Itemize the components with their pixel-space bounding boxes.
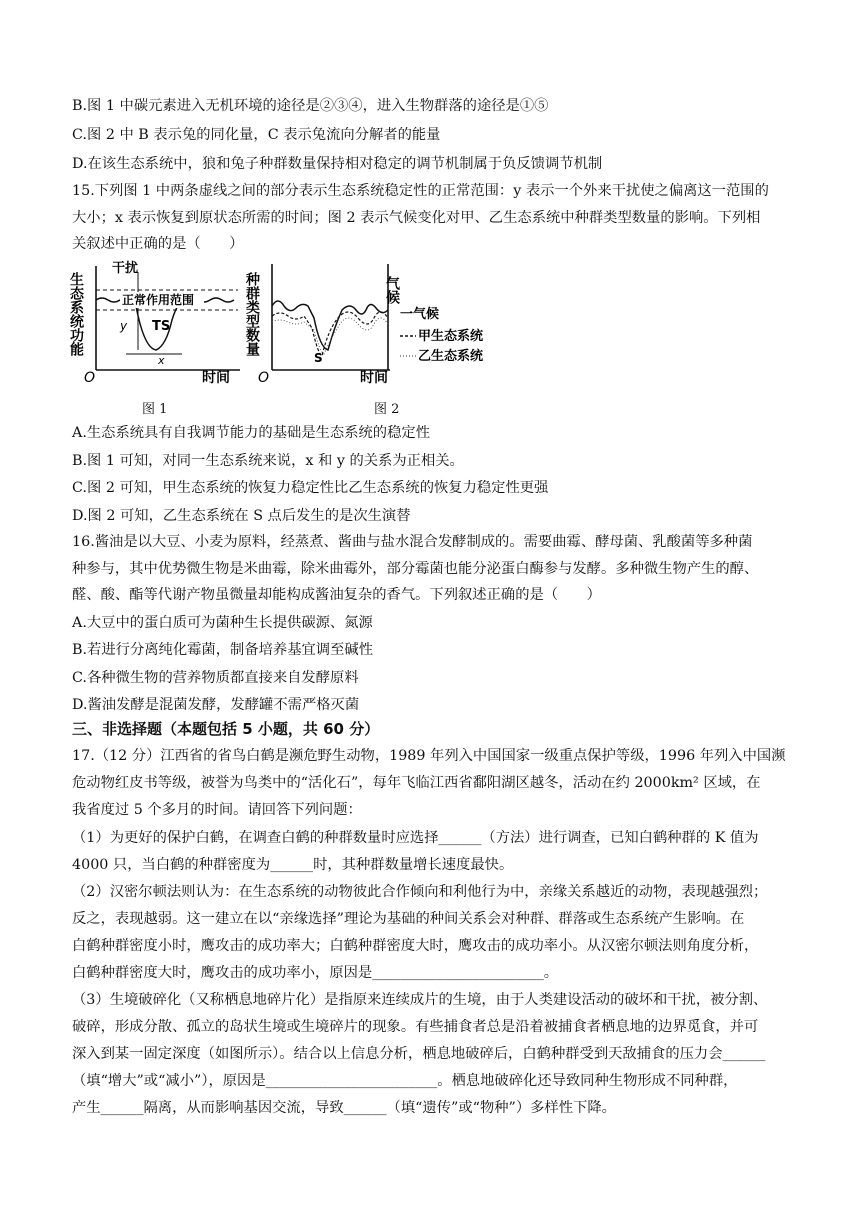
question-16-stem-3: 醛、酸、酯等代谢产物虽微量却能构成酱油复杂的香气。下列叙述正确的是（ ） xyxy=(72,587,601,603)
figure-1-xlabel: 时间 xyxy=(202,370,230,386)
question-17-part-1-line-2: 4000 只，当白鹤的种群密度为______时，其种群数量增长速度最快。 xyxy=(72,857,514,873)
question-17-part-2-line-2: 反之，表现越弱。这一建立在以“亲缘选择”理论为基础的种间关系会对种群、群落或生态系统产生影响。在 xyxy=(72,911,745,927)
option-b-q15: B.图 1 可知，对同一生态系统来说，x 和 y 的关系为正相关。 xyxy=(72,453,464,469)
option-c-q14: C.图 2 中 B 表示兔的同化量，C 表示兔流向分解者的能量 xyxy=(72,127,441,143)
figure-2-origin: O xyxy=(258,370,270,386)
option-d-q15: D.图 2 可知，乙生态系统在 S 点后发生的是次生演替 xyxy=(72,508,411,524)
question-17-stem-2: 危动物红皮书等级，被誉为鸟类中的“活化石”，每年飞临江西省鄱阳湖区越冬，活动在约 2000km² 区域，在 xyxy=(72,775,761,791)
option-b-q16: B.若进行分离纯化霉菌，制备培养基宜调至碱性 xyxy=(72,642,373,658)
option-b-q14: B.图 1 中碳元素进入无机环境的途径是②③④，进入生物群落的途径是①⑤ xyxy=(72,98,549,114)
question-17-stem-3: 我省度过 5 个多月的时间。请回答下列问题： xyxy=(72,802,362,818)
question-17-part-2-line-4: 白鹤种群密度大时，鹰攻击的成功率小，原因是________________________。 xyxy=(72,965,559,981)
question-17-part-3-line-3: 深入到某一固定深度（如图所示）。结合以上信息分析，栖息地破碎后，白鹤种群受到天敌捕食的压力会______ xyxy=(72,1046,766,1062)
question-15-stem-2: 大小；x 表示恢复到原状态所需的时间；图 2 表示气候变化对甲、乙生态系统中种群类型数量的影响。下列相 xyxy=(72,210,761,226)
question-15-stem-1: 15.下列图 1 中两条虚线之间的部分表示生态系统稳定性的正常范围：y 表示一个外来干扰使之偏离这一范围的 xyxy=(72,183,769,199)
figure-1-band-label: 正常作用范围 xyxy=(122,293,195,307)
figure-1-x-label: x xyxy=(158,354,165,367)
figure-1-ts-label: TS xyxy=(152,319,171,334)
figure-2-xlabel: 时间 xyxy=(360,370,388,386)
figure-2-legend-yi: 乙生态系统 xyxy=(418,349,484,364)
option-a-q15: A.生态系统具有自我调节能力的基础是生态系统的稳定性 xyxy=(72,425,430,441)
question-15-stem-3: 关叙述中正确的是（ ） xyxy=(72,236,244,252)
figure-2-legend-jia: 甲生态系统 xyxy=(418,329,484,344)
question-17-part-3-line-2: 破碎，形成分散、孤立的岛状生境或生境碎片的现象。有些捕食者总是沿着被捕食者栖息地的边界觅食，并可 xyxy=(72,1019,759,1035)
figure-1-origin: O xyxy=(84,370,96,386)
figure-2-diagram xyxy=(244,258,510,386)
question-17-part-3-line-5: 产生______隔离，从而影响基因交流，导致______（填“遗传”或“物种”）多样性下降。 xyxy=(72,1100,616,1116)
figure-2-climate-axis-label: 气候 xyxy=(384,276,400,304)
figure-1-diagram xyxy=(68,258,244,386)
figure-1-caption: 图 1 xyxy=(142,402,168,417)
option-c-q15: C.图 2 可知，甲生态系统的恢复力稳定性比乙生态系统的恢复力稳定性更强 xyxy=(72,480,549,496)
figure-2-ylabel: 种群类型数量 xyxy=(244,272,260,356)
option-c-q16: C.各种微生物的营养物质都直接来自发酵原料 xyxy=(72,670,359,686)
question-17-part-2-line-3: 白鹤种群密度小时，鹰攻击的成功率大；白鹤种群密度大时，鹰攻击的成功率小。从汉密尔顿法则角度分析， xyxy=(72,938,759,954)
question-17-part-1-line-1: （1）为更好的保护白鹤，在调查白鹤的种群数量时应选择______（方法）进行调查，已知白鹤种群的 K 值为 xyxy=(72,830,759,846)
question-17-part-3-line-1: （3）生境破碎化（又称栖息地碎片化）是指原来连续成片的生境，由于人类建设活动的破坏和干扰，被分割、 xyxy=(72,992,768,1008)
question-17-part-2-line-1: （2）汉密尔顿法则认为：在生态系统的动物彼此合作倾向和利他行为中，亲缘关系越近的动物，表现越强烈； xyxy=(72,884,768,900)
figure-1-disturb-label: 干扰 xyxy=(112,261,139,276)
question-16-stem-1: 16.酱油是以大豆、小麦为原料，经蒸煮、酱曲与盐水混合发酵制成的。需要曲霉、酵母菌、乳酸菌等多种菌 xyxy=(72,534,753,550)
figure-2-legend-climate: 一气候 xyxy=(400,307,440,322)
figure-2-s-label: S xyxy=(314,351,323,365)
figure-1-ylabel: 生态系统功能 xyxy=(68,272,84,356)
figure-2-caption: 图 2 xyxy=(374,402,400,417)
question-17-part-3-line-4: （填“增大”或“减小”），原因是________________________。栖息地破碎化还导致同种生物形成不同种群， xyxy=(72,1073,738,1089)
option-d-q16: D.酱油发酵是混菌发酵，发酵罐不需严格灭菌 xyxy=(72,697,360,713)
option-a-q16: A.大豆中的蛋白质可为菌种生长提供碳源、氮源 xyxy=(72,615,373,631)
figure-1-y-label: y xyxy=(120,319,128,333)
question-16-stem-2: 种参与，其中优势微生物是米曲霉，除米曲霉外，部分霉菌也能分泌蛋白酶参与发酵。多种微生物产生的醇、 xyxy=(72,561,759,577)
question-17-stem-1: 17.（12 分）江西省的省鸟白鹤是濒危野生动物，1989 年列入中国国家一级重点保护等级，1996 年列入中国濒 xyxy=(72,748,786,764)
option-d-q14: D.在该生态系统中，狼和兔子种群数量保持相对稳定的调节机制属于负反馈调节机制 xyxy=(72,156,603,172)
section-heading: 三、非选择题（本题包括 5 小题，共 60 分） xyxy=(72,720,380,738)
